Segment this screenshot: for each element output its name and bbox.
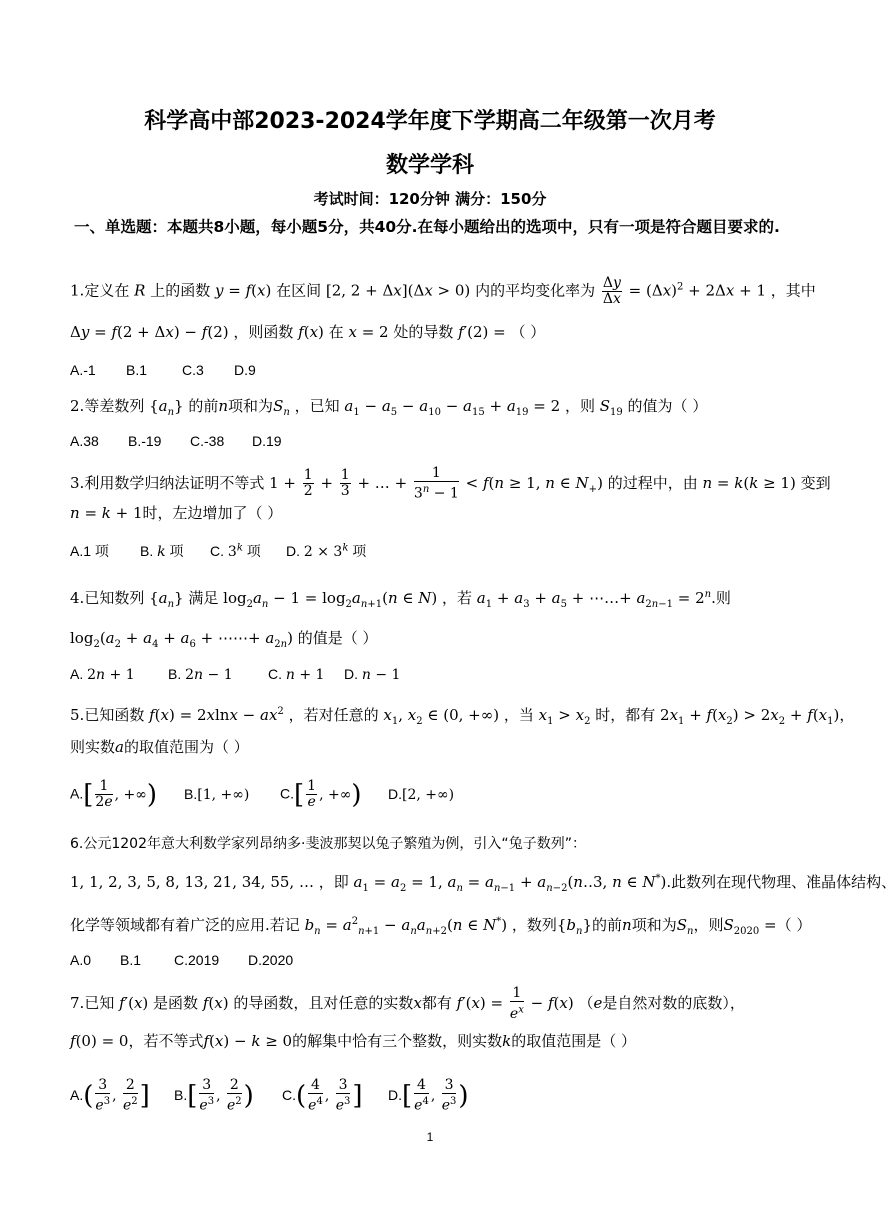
q3-option-b: B. k 项 (140, 543, 184, 560)
q6-line1: 6.公元1202年意大利数学家列昂纳多·斐波那契以兔子繁殖为例，引入“兔子数列”： (70, 836, 586, 852)
page-number: 1 (426, 1130, 434, 1144)
q1-option-b: B.1 (126, 362, 148, 378)
q2-line1: 2.等差数列 $\{a_n\}$ 的前n项和为$S_n$ ，已知 $a_1 - a_5 - a_{10} - a_{15} + a_{19} = 2$ ，则 $S_{19}$ 的值为（ ） (70, 397, 708, 418)
q1-options (70, 362, 256, 378)
q5-options (70, 779, 454, 810)
q1-fraction: $\frac{\Delta y}{\Delta x}$ (602, 275, 621, 307)
q5-option-a: A.[ $\frac{1}{2e}$ , +∞) (70, 778, 158, 810)
q7-option-a: A.( $\frac{3}{e^3}$ , $\frac{2}{e^2}$ ] (70, 1077, 150, 1114)
q3-line1: 3.利用数学归纳法证明不等式 1 + $\frac{1}{2}$ + $\frac{1}{3}$ + … + $\frac{1}{3^n - 1}$ < f(n ≥ 1, n ∈ $N_+$) 的过程中，由 n = k(k ≥ 1) 变到 (70, 465, 831, 502)
q1-option-d: D.9 (234, 362, 256, 378)
q1-line2: Δy = f(2 + Δx) − f(2) ，则函数 f(x) 在 x = 2 处的导数 f′(2) = （ ） (70, 323, 546, 341)
q4-options (70, 666, 400, 683)
q7-line2: f(0) = 0，若不等式f(x) − k ≥ 0的解集中恰有三个整数，则实数k的取值范围是（ ） (70, 1032, 636, 1050)
q3-option-d: D. $2 \times 3^k$ 项 (286, 542, 367, 560)
q5-option-b: B.[1, +∞) (184, 785, 250, 803)
q7-options (70, 1078, 469, 1114)
q2-option-d: D.19 (252, 433, 282, 449)
q2-option-b: B.-19 (128, 433, 162, 449)
q3-option-c: C. 3$^k$ 项 (210, 542, 261, 560)
section-heading: 一、单选题：本题共8小题，每小题5分，共40分.在每小题给出的选项中，只有一项是符合题目要求的. (74, 218, 780, 236)
q5-option-c: C.[ $\frac{1}{e}$ , +∞) (280, 778, 362, 810)
q2-option-c: C.-38 (190, 433, 225, 449)
q3-options (70, 541, 366, 561)
q6-option-c: C.2019 (174, 952, 220, 968)
q7-option-b: B.[ $\frac{3}{e^3}$ , $\frac{2}{e^2}$ ) (174, 1077, 254, 1114)
q3-line2: n = k + 1时，左边增加了（ ） (70, 504, 283, 522)
q7-option-c: C.( $\frac{4}{e^4}$ , $\frac{3}{e^3}$ ] (282, 1077, 363, 1114)
q7-line1: 7.已知 f′(x) 是函数 f(x) 的导函数，且对任意的实数x都有 f′(x) = $\frac{1}{e^x}$ − f(x) （e是自然对数的底数）， (70, 985, 745, 1022)
q2-options (70, 433, 282, 449)
q1-option-a: A.-1 (70, 362, 96, 378)
q4-line2: $\log_2(a_2 + a_4 + a_6$ + ⋯⋯+ $a_{2n}$) 的值是（ ） (70, 629, 378, 650)
q3-option-a: A.1 项 (70, 543, 109, 559)
exam-info: 考试时间：120分钟 满分：150分 (313, 190, 547, 208)
q6-option-d: D.2020 (248, 952, 294, 968)
q5-line1: 5.已知函数 $f(x) = 2xlnx - ax^2$ ，若对任意的 $x_1$, $x_2$ ∈ (0, +∞) ，当 $x_1 > x_2$ 时，都有 $2x_1 + f(x_2) > 2x_2 + f(x_1)$， (70, 706, 855, 727)
q5-option-d: D.[2, +∞) (388, 785, 455, 803)
subject-title: 数学学科 (385, 153, 474, 178)
q2-option-a: A.38 (70, 433, 99, 449)
q6-line2: 1, 1, 2, 3, 5, 8, 13, 21, 34, 55, … ，即 $a_1 = a_2 = 1$, $a_n = a_{n-1}$ + $a_{n-2}(n‥3$, n ∈ N*).此数列在现代物理、准晶体结构、 (70, 873, 896, 894)
q4-line1: 4.已知数列 $\{a_n\}$ 满足 $\log_2a_n - 1 = \log_2a_{n+1}(n$ ∈ N) ，若 $a_1 + a_3 + a_5$ + ⋯…+ $a_{2n-1} = 2^n$.则 (70, 589, 731, 610)
q6-line3: 化学等领域都有着广泛的应用.若记 $b_n = a^2_{n+1} - a_na_{n+2}(n$ ∈ N*) ，数列$\{b_n\}$的前n项和为$S_n$，则$S_{2020}$ =（ ） (70, 916, 812, 937)
q4-option-d: D. n − 1 (344, 666, 401, 683)
q5-line2: 则实数a的取值范围为（ ） (70, 738, 249, 756)
q4-option-a: A. 2n + 1 (70, 666, 135, 683)
q6-options (70, 952, 293, 968)
q6-option-a: A.0 (70, 952, 92, 968)
q4-option-c: C. n + 1 (268, 666, 325, 683)
q7-option-d: D.[ $\frac{4}{e^4}$ , $\frac{3}{e^3}$ ) (388, 1077, 469, 1114)
q6-option-b: B.1 (120, 952, 142, 968)
exam-title: 科学高中部2023-2024学年度下学期高二年级第一次月考 (144, 109, 716, 134)
q1-option-c: C.3 (182, 362, 204, 378)
q4-option-b: B. 2n − 1 (168, 666, 233, 683)
q1-line1: 1.定义在 R 上的函数 y = f(x) 在区间 [2, 2 + Δx](Δx > 0) 内的平均变化率为 $\frac{\Delta y}{\Delta x}$ = $(\Delta x)^2 + 2\Delta x + 1$ ，其中 (70, 275, 816, 307)
